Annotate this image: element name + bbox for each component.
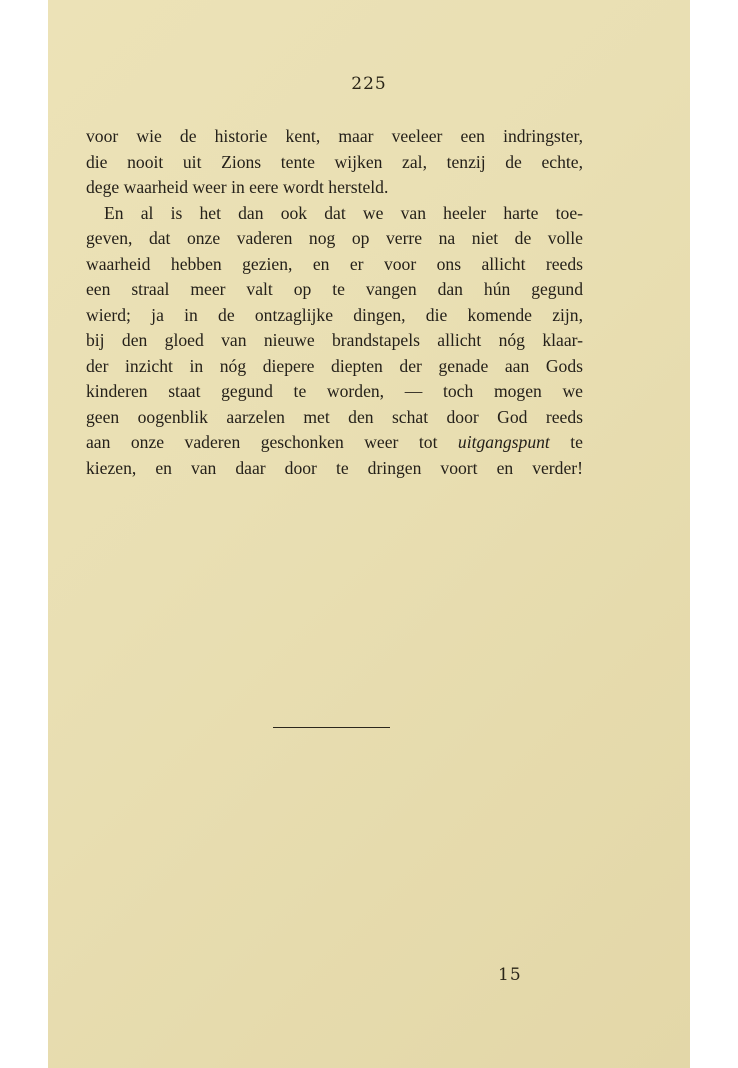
text-line: een straal meer valt op te vangen dan hún gegund: [86, 279, 583, 299]
text-line-with-italic: [86, 430, 583, 456]
text-line: kinderen staat gegund te worden, — toch mogen we: [86, 381, 583, 401]
text-line: geen oogenblik aarzelen met den schat door God reeds: [86, 406, 583, 427]
section-divider: [273, 727, 390, 728]
text-line: dege waarheid weer in eere wordt hersteld.: [86, 177, 389, 197]
scan-margin: [690, 0, 738, 1068]
italic-term: uitgangspunt: [457, 432, 550, 452]
signature-mark: 15: [498, 965, 522, 985]
text-line: die nooit uit Zions tente wijken zal, tenzij de echte,: [86, 151, 583, 172]
text-segment: aan onze vaderen geschonken weer tot: [86, 432, 438, 452]
book-page: [48, 0, 690, 1068]
text-line: kiezen, en van daar door te dringen voort en verder!: [86, 457, 583, 478]
text-segment: te: [570, 432, 583, 452]
text-line: geven, dat onze vaderen nog op verre na niet de volle: [86, 228, 583, 248]
text-line: der inzicht in nóg diepere diepten der genade aan Gods: [86, 355, 583, 376]
text-line: En al is het dan ook dat we van heeler harte toe-: [104, 202, 583, 223]
page-number: 225: [351, 74, 387, 94]
text-line: voor wie de historie kent, maar veeleer een indringster,: [86, 126, 583, 146]
text-line: wierd; ja in de ontzaglijke dingen, die komende zijn,: [86, 304, 583, 325]
text-line: waarheid hebben gezien, en er voor ons allicht reeds: [86, 253, 583, 274]
body-text: [86, 124, 583, 481]
text-line: bij den gloed van nieuwe brandstapels allicht nóg klaar-: [86, 330, 583, 350]
